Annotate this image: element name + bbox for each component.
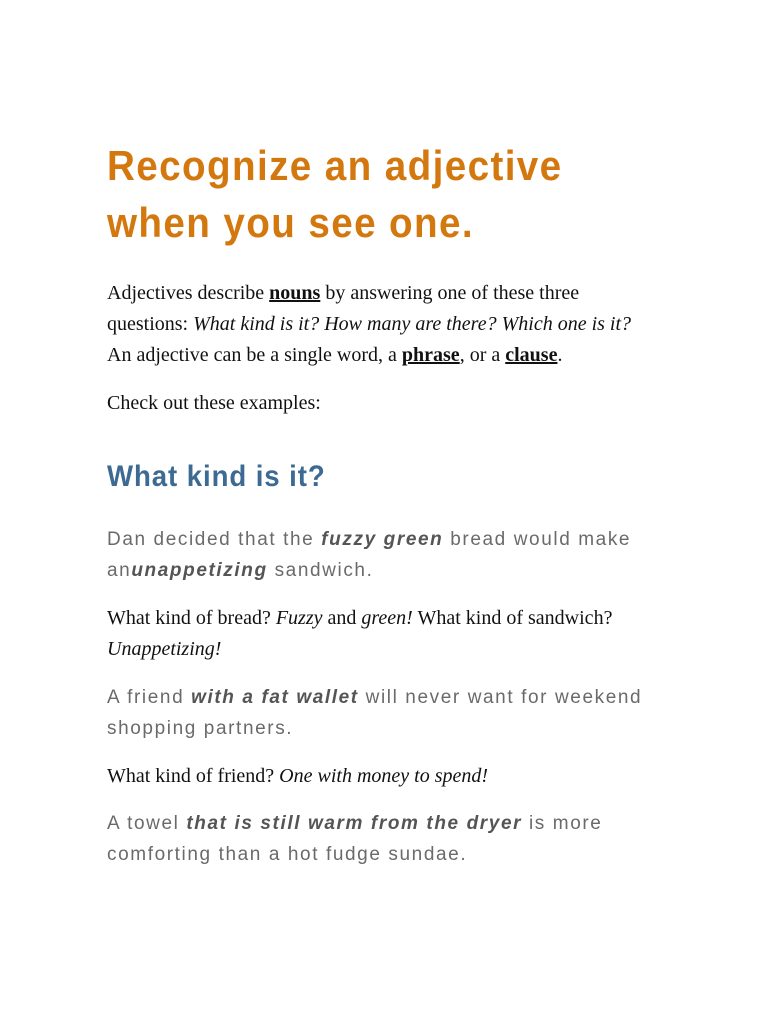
answer-1: What kind of bread? Fuzzy and green! What kind of sandwich?Unappetizing! (107, 607, 613, 660)
checkout-text: Check out these examples: (107, 392, 321, 414)
example-adjective: fuzzy green (321, 529, 444, 550)
example-sentence-1: Dan decided that the fuzzy green bread would make anunappetizing sandwich. (107, 529, 632, 581)
document-page (107, 137, 667, 870)
page-title (107, 137, 677, 251)
section-heading: What kind is it? (107, 460, 326, 493)
clause-link[interactable]: clause (505, 344, 558, 366)
example-adjective: with a fat wallet (191, 687, 359, 708)
title-line-1: Recognize an adjective (107, 142, 563, 189)
intro-paragraph: Adjectives describe nouns by answering one of these three questions: What kind is it? How many are there? Which one is it? An adjective can be a single word, a phrase, or a clause. (107, 282, 632, 366)
title-line-2: when you see one. (107, 199, 475, 246)
answer-2: What kind of friend? One with money to spend! (107, 765, 489, 787)
phrase-link[interactable]: phrase (401, 344, 460, 366)
questions-text: What kind is it? How many are there? Which one is it? (193, 313, 632, 335)
example-sentence-3: A towel that is still warm from the dryer is more comforting than a hot fudge sundae. (107, 813, 603, 865)
example-adjective: unappetizing (131, 560, 268, 581)
example-adjective: that is still warm from the dryer (186, 813, 523, 834)
example-sentence-2: A friend with a fat wallet will never want for weekend shopping partners. (107, 687, 643, 739)
nouns-link[interactable]: nouns (269, 282, 321, 304)
